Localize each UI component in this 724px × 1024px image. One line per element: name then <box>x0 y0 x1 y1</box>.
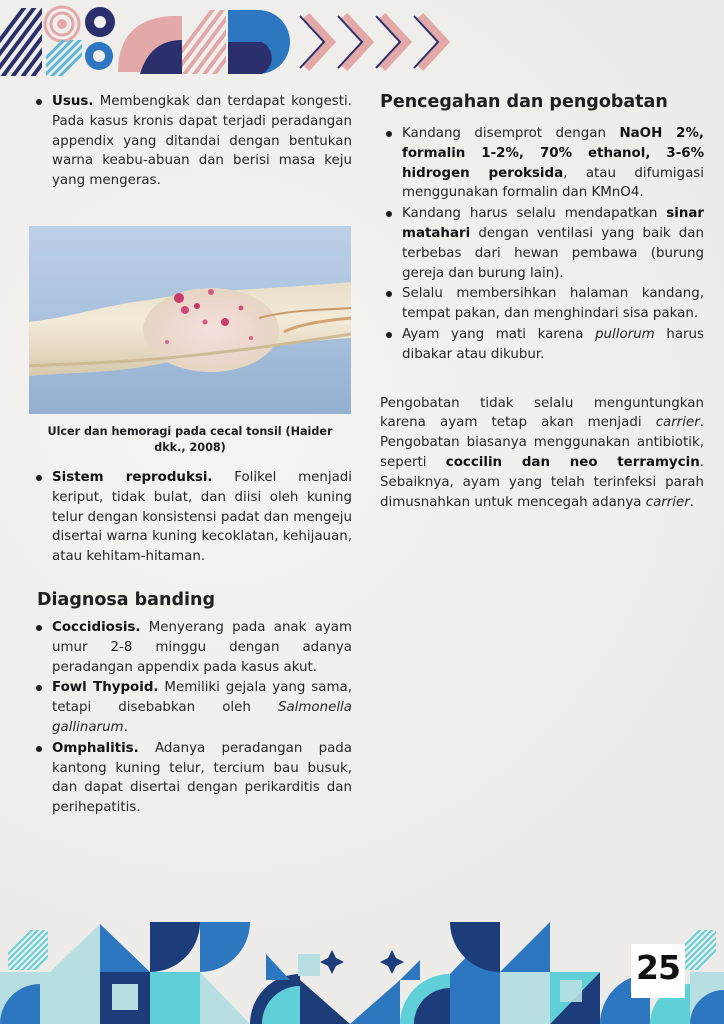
list-item-reproduksi <box>30 468 352 567</box>
bold-item1: NaOH 2%, formalin 1-2%, 70% ethanol, 3-6% hidrogen peroksida <box>402 126 704 181</box>
pencegahan-list <box>380 124 704 365</box>
term-fowl-thypoid: Fowl Thypoid. <box>52 680 159 696</box>
diagnosa-list <box>30 618 352 818</box>
pengobatan-paragraph <box>380 394 704 513</box>
term-coccidiosis: Coccidiosis. <box>52 619 141 635</box>
term-reproduksi: Sistem reproduksi. <box>52 470 213 485</box>
para-text-2: . Pengobatan biasanya menggunakan antibiotik, seperti <box>380 415 704 470</box>
page-number: 25 <box>636 948 680 987</box>
bottom-decorative-banner <box>0 920 724 1024</box>
list-item-usus <box>30 92 352 191</box>
left-column <box>30 92 352 192</box>
para-italic-carrier-2: carrier <box>645 494 690 510</box>
para-text-4: . <box>689 494 695 510</box>
text-omphalitis: Adanya peradangan pada kantong kuning telur, tercium bau busuk, dan dapat disertai dengan perikarditis dan perihepatitis. <box>52 740 352 816</box>
list-item-ayam-mati <box>380 325 704 365</box>
photo-caption: Ulcer dan hemoragi pada cecal tonsil (Haider dkk., 2008) <box>47 425 333 454</box>
para-text-3: . Sebaiknya, ayam yang telah terinfeksi parah dimusnahkan untuk mencegah adanya <box>380 454 704 510</box>
para-bold-antibiotik: coccilin dan neo terramycin <box>445 454 700 470</box>
list-item-sinar-matahari <box>380 204 704 283</box>
term-omphalitis: Omphalitis. <box>52 740 139 756</box>
diagnosa-heading: Diagnosa banding <box>37 589 215 610</box>
left-column-lower <box>30 468 352 819</box>
text-item3: Selalu membersihkan halaman kandang, tempat pakan, dan menghindari sisa pakan. <box>402 286 704 322</box>
text-item4-post: harus dibakar atau dikubur. <box>402 326 705 362</box>
text-fowl-thypoid: Memiliki gejala yang sama, tetapi disebabkan oleh <box>52 680 352 716</box>
bold-item2: sinar matahari <box>402 206 704 241</box>
para-text-1: Pengobatan tidak selalu menguntungkan karena ayam tetap akan menjadi <box>380 395 704 431</box>
list-item-fowl-thypoid <box>30 678 352 737</box>
text-fowl-end: . <box>123 719 128 735</box>
usus-list <box>30 92 352 191</box>
reproduksi-list <box>30 468 352 567</box>
list-item-desinfeksi <box>380 124 704 203</box>
text-usus: Membengkak dan terdapat kongesti. Pada kasus kronis dapat terjadi peradangan appendix yang ditandai dengan bentukan warna keabu-abuan dan berisi masa keju yang mengeras. <box>52 94 352 189</box>
cecal-tonsil-photo <box>29 226 351 414</box>
text-item1-pre: Kandang disemprot dengan <box>402 126 620 141</box>
text-reproduksi: Folikel menjadi keriput, tidak bulat, dan diisi oleh kuning telur dengan konsistensi padat dan mengeju disertai warna kuning kecoklatan, kehijauan, atau kehitam-hitaman. <box>52 470 352 565</box>
right-column <box>380 92 704 512</box>
list-item-coccidiosis <box>30 618 352 677</box>
italic-pullorum: pullorum <box>595 326 655 342</box>
italic-salmonella: Salmonella gallinarum <box>52 700 352 735</box>
text-coccidiosis: Menyerang pada anak ayam umur 2-8 minggu dengan adanya peradangan appendix pada kasus akut. <box>52 619 352 675</box>
para-italic-carrier-1: carrier <box>655 415 700 431</box>
pencegahan-heading: Pencegahan dan pengobatan <box>380 92 668 112</box>
list-item-kebersihan <box>380 284 704 324</box>
list-item-omphalitis <box>30 739 352 818</box>
term-usus: Usus. <box>52 94 94 109</box>
text-item2-pre: Kandang harus selalu mendapatkan <box>402 206 667 222</box>
text-item2-post: dengan ventilasi yang baik dan terbebas dari hewan pembawa (burung gereja dan burung lain). <box>402 225 704 281</box>
text-item1-post: , atau difumigasi menggunakan formalin dan KMnO4. <box>402 165 704 201</box>
text-item4-pre: Ayam yang mati karena <box>402 326 596 342</box>
top-decorative-banner <box>0 0 724 82</box>
